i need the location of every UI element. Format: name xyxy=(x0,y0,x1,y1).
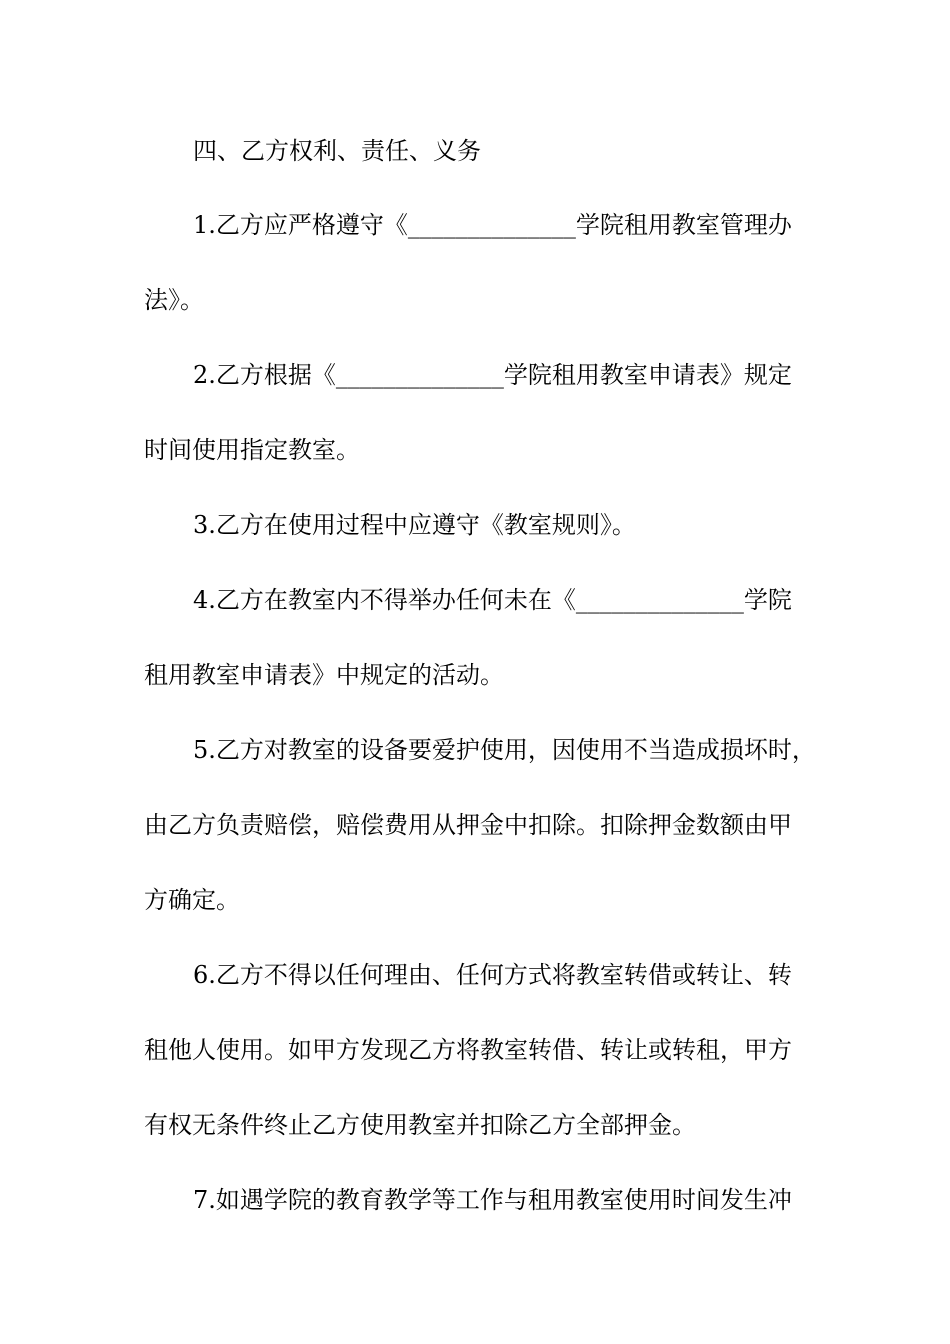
section-heading: 四、乙方权利、责任、义务 xyxy=(193,137,481,165)
paragraph-line: 有权无条件终止乙方使用教室并扣除乙方全部押金。 xyxy=(144,1111,696,1139)
paragraph-line: 租他人使用。如甲方发现乙方将教室转借、转让或转租，甲方 xyxy=(144,1036,792,1064)
paragraph-line: 租用教室申请表》中规定的活动。 xyxy=(144,661,504,689)
paragraph-line: 6.乙方不得以任何理由、任何方式将教室转借或转让、转 xyxy=(193,961,792,989)
paragraph-line: 时间使用指定教室。 xyxy=(144,436,360,464)
paragraph-line: 3.乙方在使用过程中应遵守《教室规则》。 xyxy=(193,511,636,539)
paragraph-line: 4.乙方在教室内不得举办任何未在《______________学院 xyxy=(193,586,792,614)
paragraph-line: 2.乙方根据《______________学院租用教室申请表》规定 xyxy=(193,361,792,389)
paragraph-line: 5.乙方对教室的设备要爱护使用，因使用不当造成损坏时， xyxy=(193,736,816,764)
paragraph-line: 1.乙方应严格遵守《______________学院租用教室管理办 xyxy=(193,211,792,239)
paragraph-line: 方确定。 xyxy=(144,886,240,914)
paragraph-line: 法》。 xyxy=(144,286,204,314)
paragraph-line: 由乙方负责赔偿，赔偿费用从押金中扣除。扣除押金数额由甲 xyxy=(144,811,792,839)
paragraph-line: 7.如遇学院的教育教学等工作与租用教室使用时间发生冲 xyxy=(193,1186,792,1214)
